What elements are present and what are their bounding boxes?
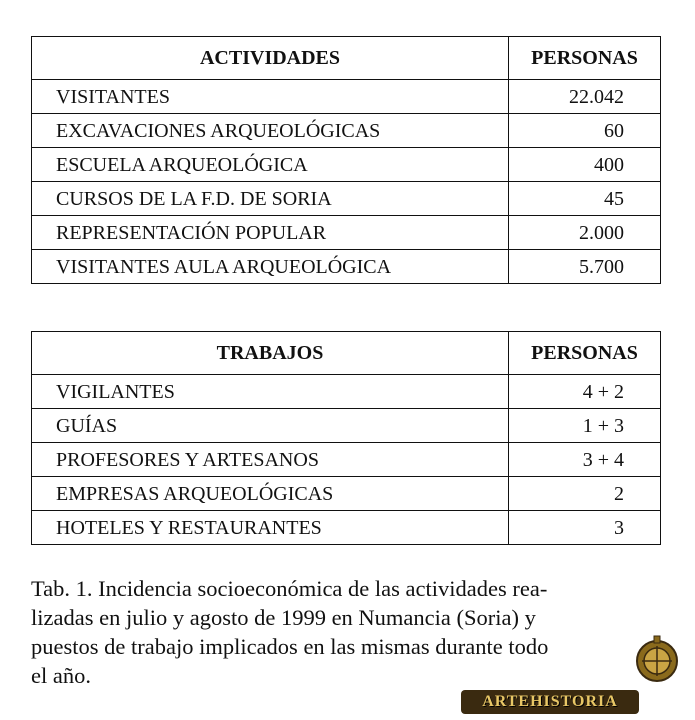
row-value: 60 <box>509 114 661 148</box>
row-value: 2.000 <box>509 216 661 250</box>
header-personas: PERSONAS <box>509 332 661 375</box>
astrolabe-logo-icon <box>632 634 682 684</box>
table-row <box>32 182 661 216</box>
row-value: 5.700 <box>509 250 661 284</box>
row-label: ESCUELA ARQUEOLÓGICA <box>32 148 509 182</box>
caption-line: Tab. 1. Incidencia socioeconómica de las actividades rea- <box>31 576 548 601</box>
trabajos-table <box>31 331 661 545</box>
table-row <box>32 511 661 545</box>
table-row <box>32 216 661 250</box>
row-label: EXCAVACIONES ARQUEOLÓGICAS <box>32 114 509 148</box>
row-label: PROFESORES Y ARTESANOS <box>32 443 509 477</box>
caption-line: lizadas en julio y agosto de 1999 en Numancia (Soria) y <box>31 605 536 630</box>
row-value: 3 + 4 <box>509 443 661 477</box>
row-label: VISITANTES <box>32 80 509 114</box>
row-label: EMPRESAS ARQUEOLÓGICAS <box>32 477 509 511</box>
row-value: 3 <box>509 511 661 545</box>
row-label: VIGILANTES <box>32 375 509 409</box>
caption-line: puestos de trabajo implicados en las mismas durante todo <box>31 634 549 659</box>
row-value: 4 + 2 <box>509 375 661 409</box>
row-value: 2 <box>509 477 661 511</box>
table-header-row <box>32 37 661 80</box>
row-value: 1 + 3 <box>509 409 661 443</box>
row-value: 22.042 <box>509 80 661 114</box>
table-row <box>32 409 661 443</box>
table-header-row <box>32 332 661 375</box>
header-personas: PERSONAS <box>509 37 661 80</box>
actividades-table <box>31 36 661 284</box>
row-label: HOTELES Y RESTAURANTES <box>32 511 509 545</box>
row-value: 400 <box>509 148 661 182</box>
table-row <box>32 80 661 114</box>
row-label: VISITANTES AULA ARQUEOLÓGICA <box>32 250 509 284</box>
row-label: CURSOS DE LA F.D. DE SORIA <box>32 182 509 216</box>
header-actividades: ACTIVIDADES <box>32 37 509 80</box>
row-label: REPRESENTACIÓN POPULAR <box>32 216 509 250</box>
table-row <box>32 443 661 477</box>
table-row <box>32 477 661 511</box>
header-trabajos: TRABAJOS <box>32 332 509 375</box>
table-caption <box>31 574 671 690</box>
table-row <box>32 375 661 409</box>
table-row <box>32 148 661 182</box>
table-row <box>32 250 661 284</box>
row-value: 45 <box>509 182 661 216</box>
table-row <box>32 114 661 148</box>
watermark-logo: ARTEHISTORIA <box>461 690 639 714</box>
caption-line: el año. <box>31 663 91 688</box>
row-label: GUÍAS <box>32 409 509 443</box>
